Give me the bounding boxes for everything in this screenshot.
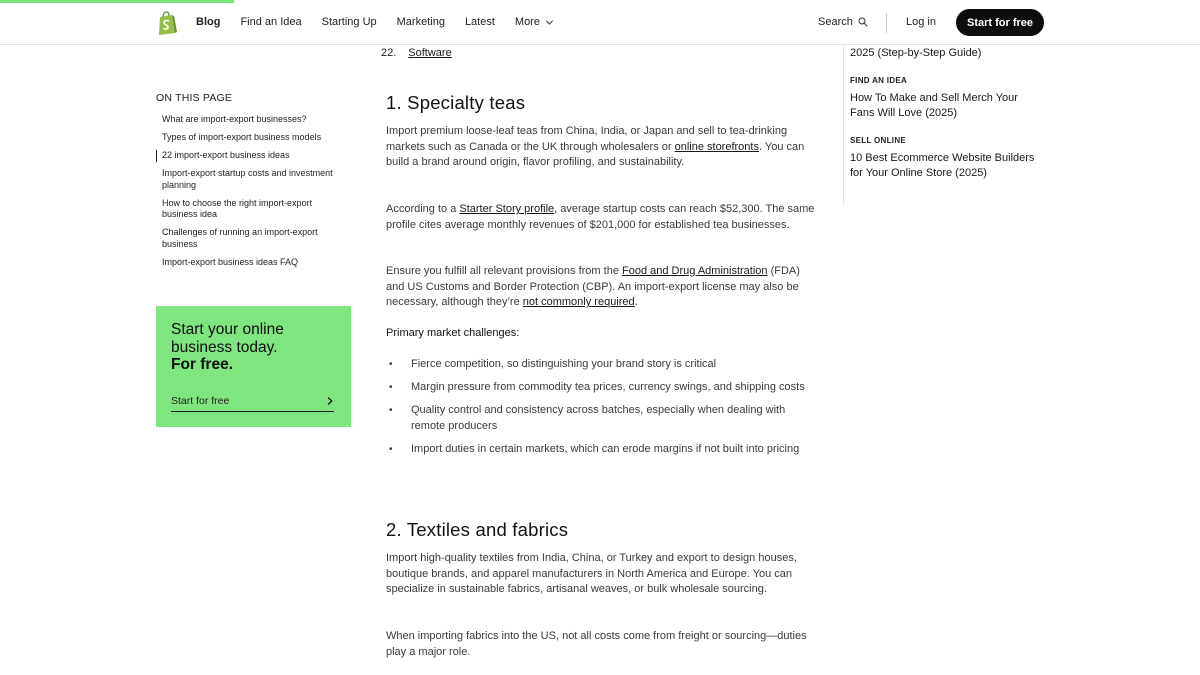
related-category: FIND AN IDEA [850, 76, 908, 85]
online-storefronts-link[interactable]: online storefronts [674, 140, 759, 153]
text: , average startup costs can reach $52,300. The same profile cites average monthly revenues of $201,000 for established tea businesses. [386, 203, 815, 231]
toc-item[interactable]: What are import-export businesses? [162, 114, 307, 124]
header-divider [886, 13, 887, 33]
chevron-right-icon [326, 396, 334, 406]
search-button[interactable] [818, 16, 868, 28]
promo-link-label: Start for free [171, 395, 230, 407]
text: According to a [386, 203, 460, 215]
list-item-22 [381, 47, 452, 59]
paragraph-textiles-duties: When importing fabrics into the US, not all costs come from freight or sourcing—duties play a major role. [386, 630, 807, 658]
main-nav [196, 16, 574, 28]
text: . You can build a brand around origin, flavor profiling, and sustainability. [386, 140, 805, 169]
challenges-label: Primary market challenges: [386, 327, 520, 339]
paragraph-textiles-intro: Import high-quality textiles from India, China, or Turkey and export to design houses, boutique brands, and apparel manufacturers in North America and Europe. You can specialize in sustainable fabrics, artisanal weaves, or bulk wholesale sourcing. [386, 552, 797, 596]
promo-card [156, 306, 351, 427]
text: (FDA) and US Customs and Border Protection (CBP). An import-export license may also be necessary, although they’re [386, 265, 800, 309]
toc-item[interactable]: Types of import-export business models [162, 132, 322, 142]
list-item: • Margin pressure from commodity tea prices, currency swings, and shipping costs [386, 380, 818, 396]
nav-item-latest[interactable]: Latest [464, 16, 495, 28]
text: . [634, 296, 638, 309]
toc-item[interactable]: Challenges of running an import-export business [162, 227, 318, 249]
nav-more[interactable] [515, 16, 554, 28]
related-article-link[interactable]: How To Make and Sell Merch Your Fans Will Love (2025) [850, 92, 1018, 119]
nav-item-marketing[interactable]: Marketing [396, 16, 445, 28]
related-category: SELL ONLINE [850, 136, 907, 145]
toc-item[interactable]: Import-export startup costs and investment planning [162, 168, 333, 190]
related-article-link[interactable]: 2025 (Step-by-Step Guide) [850, 47, 982, 59]
search-icon [858, 17, 868, 27]
nav-item-blog[interactable]: Blog [196, 16, 221, 28]
promo-line-1: Start your online [171, 321, 284, 338]
list-item: • Import duties in certain markets, which can erode margins if not built into pricing [386, 442, 818, 458]
list-item: • Quality control and consistency across batches, especially when dealing with remote producers [386, 403, 818, 434]
promo-start-link[interactable] [171, 395, 334, 412]
shopify-bag-icon[interactable] [156, 11, 178, 36]
challenges-list [386, 357, 818, 465]
list-item: • Fierce competition, so distinguishing your brand story is critical [386, 357, 818, 373]
toc-item[interactable]: 22 import-export business ideas [156, 150, 346, 162]
site-header [0, 3, 1200, 45]
software-link[interactable]: Software [408, 47, 452, 59]
promo-heading [171, 321, 336, 374]
search-label: Search [818, 16, 853, 28]
table-of-contents [156, 114, 346, 275]
promo-line-2: business today. [171, 338, 278, 356]
start-free-button[interactable]: Start for free [956, 9, 1044, 36]
not-commonly-required-link[interactable]: not commonly required [522, 296, 635, 309]
starter-story-link[interactable]: Starter Story profile [459, 203, 555, 215]
toc-item[interactable]: How to choose the right import-export business idea [162, 197, 313, 219]
paragraph-teas-intro [386, 124, 818, 171]
text: Ensure you fulfill all relevant provisions from the [386, 265, 622, 277]
text: Import premium loose-leaf teas from China, India, or Japan and sell to tea-drinking markets such as Canada or the UK through wholesalers or [386, 125, 788, 153]
toc-title: ON THIS PAGE [156, 92, 233, 104]
paragraph-teas-costs [386, 202, 818, 233]
promo-line-3: For free. [171, 356, 234, 373]
nav-item-find-an-idea[interactable]: Find an Idea [240, 16, 302, 28]
related-articles-column [843, 45, 1043, 205]
nav-more-label: More [514, 16, 540, 28]
section-heading-specialty-teas: 1. Specialty teas [386, 92, 526, 113]
related-article-link[interactable]: 10 Best Ecommerce Website Builders for Your Online Store (2025) [850, 152, 1035, 179]
toc-item[interactable]: Import-export business ideas FAQ [162, 256, 299, 267]
nav-item-starting-up[interactable]: Starting Up [321, 16, 377, 28]
chevron-down-icon [545, 18, 554, 27]
fda-link[interactable]: Food and Drug Administration [622, 265, 768, 277]
section-heading-textiles: 2. Textiles and fabrics [386, 519, 569, 540]
list-number: 22. [381, 47, 397, 59]
paragraph-teas-regulation [386, 264, 818, 311]
login-link[interactable]: Log in [906, 16, 936, 28]
